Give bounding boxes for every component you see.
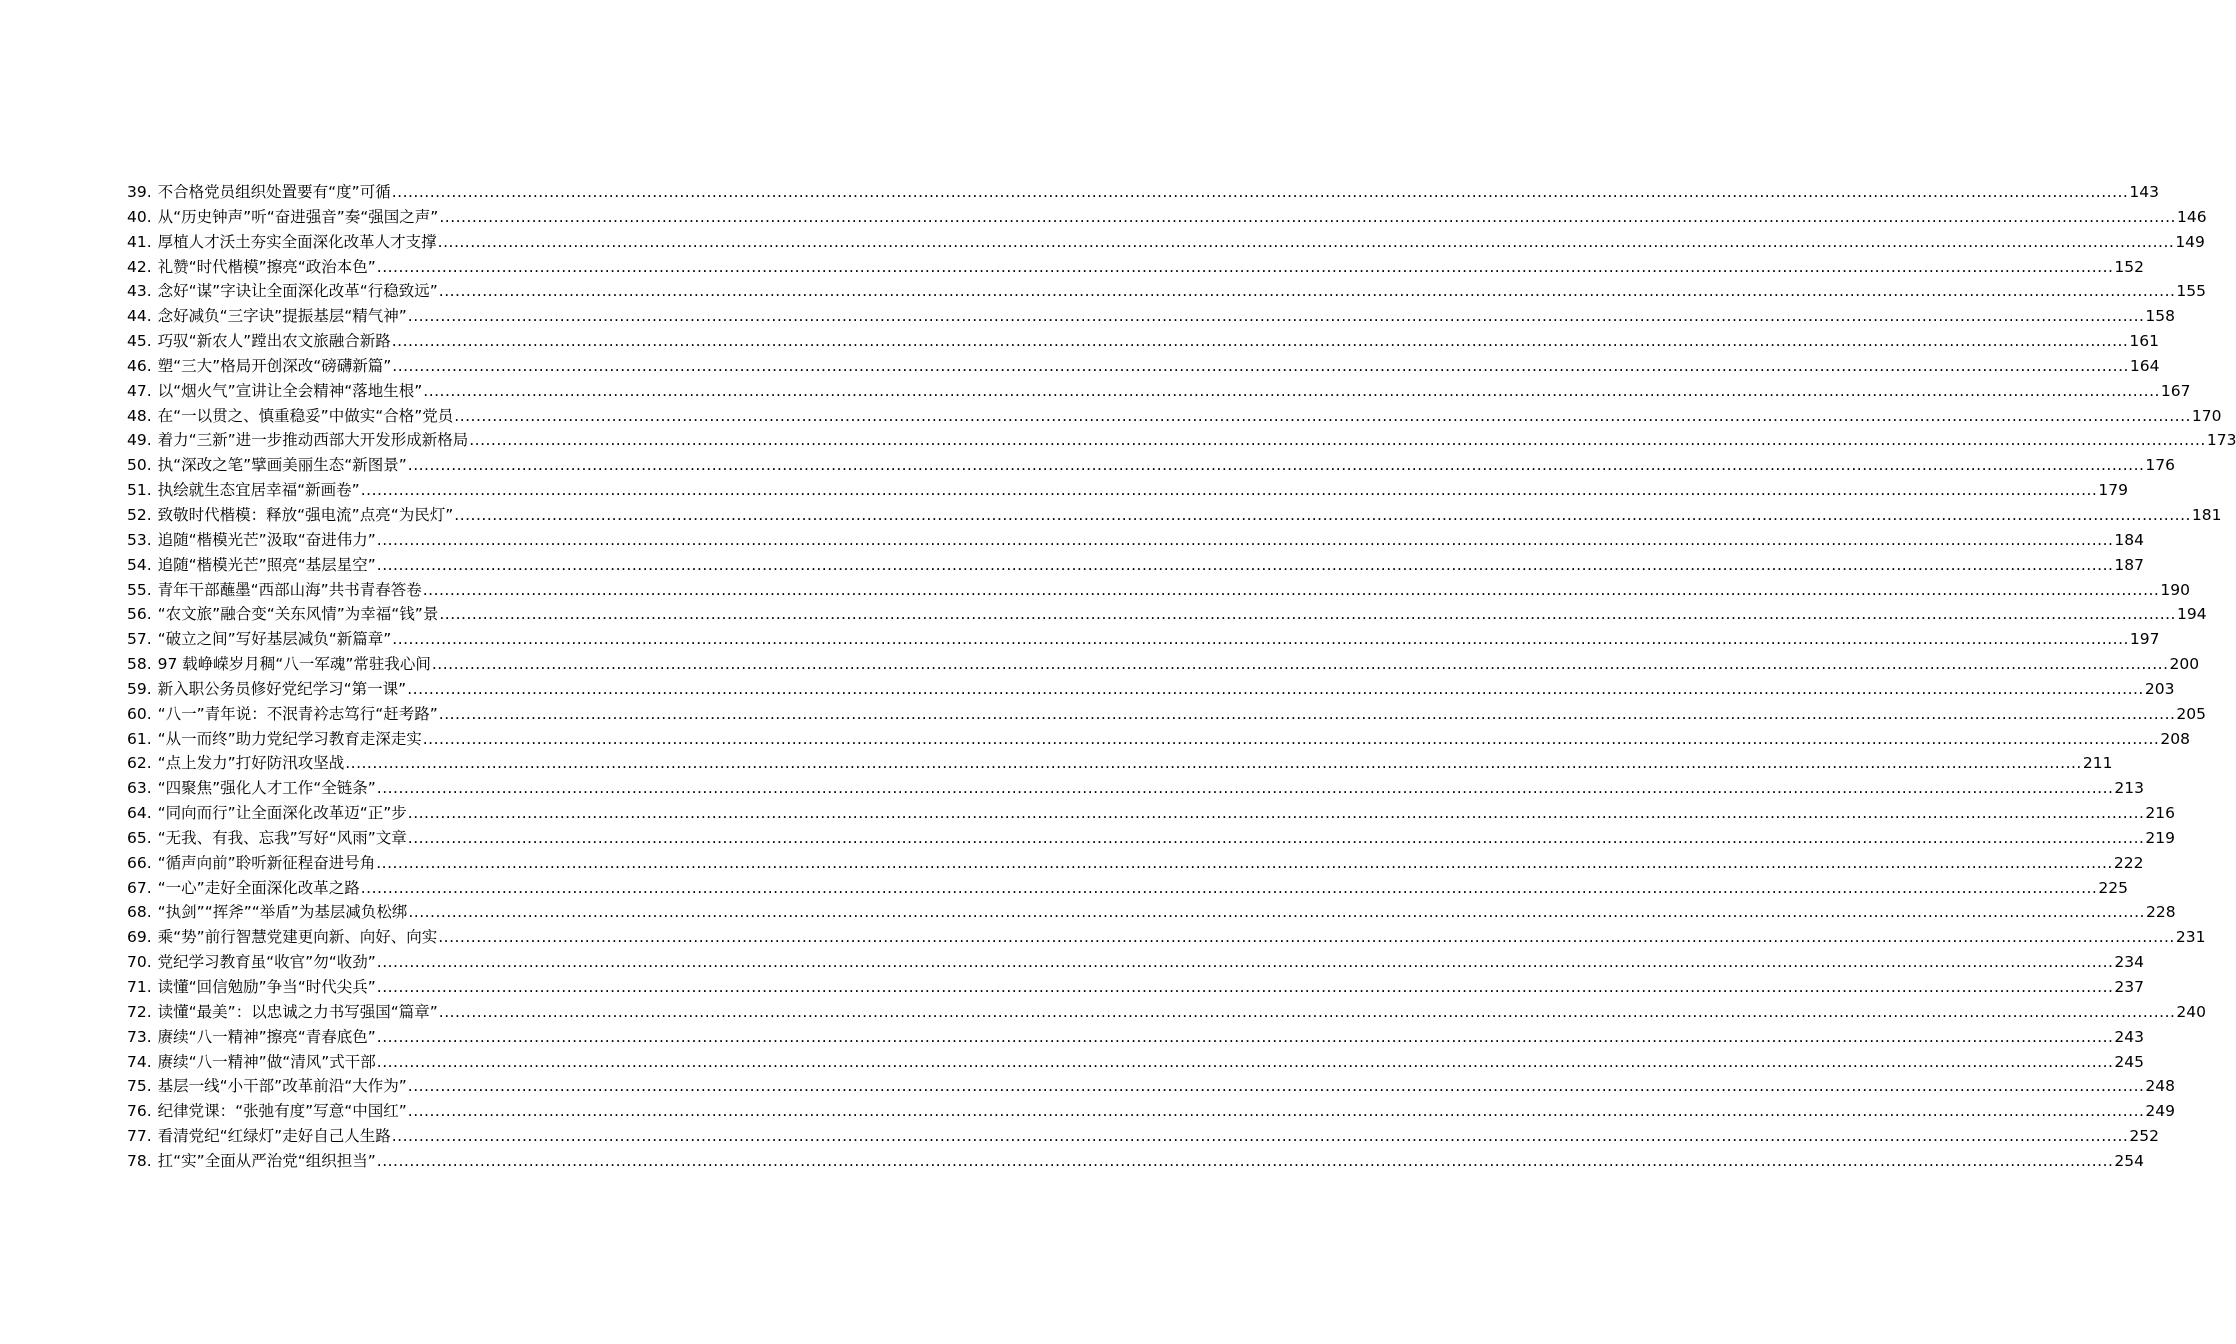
toc-leader-dots [439, 602, 2176, 627]
toc-entry[interactable] [127, 727, 2190, 752]
toc-entry-page: 228 [2145, 903, 2176, 922]
toc-entry-page: 181 [2191, 505, 2222, 524]
toc-entry-page: 248 [2145, 1077, 2176, 1096]
table-of-contents [127, 180, 2236, 1174]
toc-entry[interactable] [127, 801, 2176, 826]
toc-entry-number: 62. [127, 754, 152, 773]
toc-entry[interactable] [127, 751, 2113, 776]
toc-entry[interactable] [127, 925, 2206, 950]
toc-leader-dots [454, 404, 2191, 429]
toc-entry-number: 57. [127, 630, 152, 649]
toc-leader-dots [439, 279, 2176, 304]
toc-entry-number: 59. [127, 679, 152, 698]
toc-leader-dots [392, 180, 2129, 205]
toc-leader-dots [438, 925, 2175, 950]
toc-entry-page: 213 [2114, 779, 2145, 798]
toc-entry-page: 208 [2160, 729, 2190, 748]
toc-entry-page: 187 [2114, 555, 2145, 574]
toc-entry-page: 245 [2114, 1052, 2145, 1071]
toc-entry[interactable] [127, 652, 2200, 677]
toc-entry-title: 念好减负“三字诀”提振基层“精气神” [157, 307, 407, 326]
toc-entry-page: 176 [2145, 456, 2176, 475]
toc-leader-dots [438, 230, 2175, 255]
toc-entry-title: 不合格党员组织处置要有“度”可循 [157, 183, 391, 201]
toc-entry-number: 60. [127, 704, 152, 723]
toc-entry-title: 扛“实”全面从严治党“组织担当” [157, 1151, 376, 1170]
toc-entry[interactable] [127, 1099, 2176, 1124]
toc-entry-number: 73. [127, 1027, 152, 1046]
toc-entry-number: 71. [127, 978, 152, 996]
toc-entry[interactable] [127, 578, 2190, 603]
toc-entry-number: 58. [127, 655, 152, 674]
toc-entry-number: 55. [127, 580, 152, 599]
toc-entry-number: 48. [127, 406, 152, 425]
toc-entry[interactable] [127, 180, 2159, 205]
toc-entry-title: 党纪学习教育虽“收官”勿“收劲” [157, 953, 376, 972]
toc-entry-page: 164 [2129, 356, 2160, 375]
toc-entry-title: “四聚焦”强化人才工作“全链条” [157, 779, 376, 798]
toc-leader-dots [408, 453, 2145, 478]
toc-entry-page: 194 [2176, 605, 2207, 624]
toc-entry-title: 新入职公务员修好党纪学习“第一课” [157, 679, 407, 698]
toc-entry-number: 61. [127, 729, 152, 748]
toc-entry-number: 41. [127, 232, 152, 251]
toc-entry-page: 190 [2160, 580, 2190, 599]
toc-leader-dots [408, 900, 2145, 925]
toc-entry-number: 45. [127, 332, 152, 351]
toc-entry[interactable] [127, 602, 2207, 627]
toc-entry-page: 240 [2176, 1002, 2207, 1021]
toc-leader-dots [408, 304, 2145, 329]
toc-entry-title: 读懂“回信勉励”争当“时代尖兵” [157, 978, 376, 996]
toc-entry-title: “一心”走好全面深化改革之路 [157, 878, 360, 897]
toc-entry-title: “点上发力”打好防汛攻坚战 [157, 754, 345, 773]
toc-entry-title: 执“深改之笔”擘画美丽生态“新图景” [157, 456, 407, 475]
toc-entry-page: 197 [2129, 630, 2160, 649]
toc-entry-number: 67. [127, 878, 152, 897]
toc-entry[interactable] [127, 776, 2145, 801]
toc-entry-title: “八一”青年说：不泯青衿志笃行“赶考路” [157, 704, 438, 723]
toc-entry-title: “循声向前”聆听新征程奋进号角 [157, 853, 376, 872]
toc-leader-dots [392, 329, 2129, 354]
toc-leader-dots [439, 1000, 2176, 1025]
toc-entry-title: 纪律党课：“张弛有度”写意“中国红” [157, 1102, 407, 1121]
toc-entry[interactable] [127, 975, 2145, 1000]
toc-entry-title: 执绘就生态宜居幸福“新画卷” [157, 481, 360, 500]
toc-entry[interactable] [127, 230, 2205, 255]
toc-leader-dots [377, 255, 2114, 280]
toc-leader-dots [377, 1050, 2114, 1075]
toc-entry-title: “同向而行”让全面深化改革迈“正”步 [157, 804, 407, 823]
toc-entry-page: 252 [2129, 1127, 2159, 1146]
toc-entry-number: 50. [127, 456, 152, 475]
toc-entry-number: 40. [127, 207, 152, 226]
toc-entry-title: 在“一以贯之、慎重稳妥”中做实“合格”党员 [157, 406, 454, 425]
toc-entry[interactable] [127, 1074, 2176, 1099]
toc-entry[interactable] [127, 329, 2159, 354]
toc-entry[interactable] [127, 404, 2222, 429]
toc-entry-title: 以“烟火气”宣讲让全会精神“落地生根” [157, 381, 423, 400]
toc-leader-dots [345, 751, 2082, 776]
toc-leader-dots [377, 776, 2114, 801]
toc-entry[interactable] [127, 627, 2160, 652]
toc-entry-title: “从一而终”助力党纪学习教育走深走实 [157, 729, 422, 748]
toc-entry-page: 184 [2114, 530, 2145, 549]
toc-entry-number: 66. [127, 853, 152, 872]
toc-entry-title: 着力“三新”进一步推动西部大开发形成新格局 [157, 431, 469, 450]
toc-entry-page: 219 [2145, 828, 2176, 847]
toc-leader-dots [469, 428, 2206, 453]
toc-entry-page: 225 [2098, 878, 2128, 897]
toc-entry-title: 青年干部蘸墨“西部山海”共书青春答卷 [157, 580, 422, 599]
toc-entry-title: 礼赞“时代楷模”擦亮“政治本色” [157, 257, 376, 276]
toc-entry[interactable] [127, 1124, 2159, 1149]
toc-leader-dots [407, 677, 2144, 702]
toc-entry-page: 254 [2114, 1151, 2145, 1170]
toc-entry-number: 39. [127, 183, 152, 201]
toc-entry-page: 146 [2176, 207, 2207, 226]
toc-entry-page: 158 [2145, 307, 2176, 326]
toc-entry-number: 64. [127, 804, 152, 823]
toc-entry-page: 170 [2191, 406, 2222, 425]
toc-entry-number: 49. [127, 431, 152, 450]
toc-leader-dots [454, 503, 2191, 528]
toc-entry[interactable] [127, 876, 2128, 901]
toc-entry-title: 乘“势”前行智慧党建更向新、向好、向实 [157, 928, 438, 947]
toc-entry[interactable] [127, 950, 2145, 975]
toc-entry[interactable] [127, 379, 2191, 404]
toc-entry[interactable] [127, 900, 2176, 925]
toc-entry-title: 塑“三大”格局开创深改“磅礴新篇” [157, 356, 392, 375]
toc-entry-number: 76. [127, 1102, 152, 1121]
toc-entry-title: “农文旅”融合变“关东风情”为幸福“钱”景 [157, 605, 439, 624]
toc-entry-number: 54. [127, 555, 152, 574]
toc-leader-dots [408, 826, 2145, 851]
toc-entry-page: 205 [2176, 704, 2207, 723]
toc-entry-title: 97 载峥嵘岁月稠“八一军魂”常驻我心间 [157, 655, 431, 674]
toc-leader-dots [377, 950, 2114, 975]
toc-entry[interactable] [127, 826, 2176, 851]
toc-leader-dots [432, 652, 2169, 677]
toc-leader-dots [377, 553, 2114, 578]
toc-entry-title: “无我、有我、忘我”写好“风雨”文章 [157, 828, 407, 847]
toc-entry-page: 167 [2160, 381, 2191, 400]
toc-entry-title: 从“历史钟声”听“奋进强音”奏“强国之声” [157, 207, 439, 226]
toc-entry-number: 75. [127, 1077, 152, 1096]
toc-entry-number: 72. [127, 1002, 152, 1021]
toc-entry-title: 读懂“最美”：以忠诚之力书写强国“篇章” [157, 1002, 438, 1021]
toc-entry-number: 52. [127, 505, 152, 524]
toc-entry[interactable] [127, 553, 2145, 578]
toc-entry-page: 152 [2114, 257, 2145, 276]
toc-leader-dots [423, 379, 2160, 404]
toc-entry[interactable] [127, 677, 2175, 702]
toc-leader-dots [376, 851, 2113, 876]
toc-entry[interactable] [127, 354, 2160, 379]
toc-entry[interactable] [127, 851, 2144, 876]
toc-entry-title: 基层一线“小干部”改革前沿“大作为” [157, 1077, 407, 1096]
toc-entry-page: 200 [2169, 655, 2200, 674]
toc-entry-title: 赓续“八一精神”擦亮“青春底色” [157, 1027, 376, 1046]
toc-entry[interactable] [127, 205, 2207, 230]
toc-leader-dots [392, 627, 2129, 652]
toc-entry[interactable] [127, 453, 2176, 478]
toc-leader-dots [377, 1149, 2114, 1174]
toc-entry-number: 70. [127, 953, 152, 972]
toc-leader-dots [377, 528, 2114, 553]
toc-entry-number: 65. [127, 828, 152, 847]
toc-leader-dots [423, 727, 2160, 752]
toc-entry-title: 追随“楷模光芒”汲取“奋进伟力” [157, 530, 376, 549]
toc-entry-number: 42. [127, 257, 152, 276]
toc-entry[interactable] [127, 503, 2222, 528]
toc-entry-number: 43. [127, 282, 152, 301]
toc-entry-page: 179 [2098, 481, 2128, 500]
toc-entry-number: 68. [127, 903, 152, 922]
toc-entry[interactable] [127, 255, 2145, 280]
toc-entry-title: 追随“楷模光芒”照亮“基层星空” [157, 555, 376, 574]
toc-leader-dots [439, 702, 2176, 727]
toc-entry[interactable] [127, 428, 2236, 453]
toc-leader-dots [361, 478, 2098, 503]
toc-leader-dots [423, 578, 2160, 603]
toc-leader-dots [408, 1099, 2145, 1124]
toc-entry-page: 249 [2145, 1102, 2176, 1121]
toc-entry[interactable] [127, 1149, 2145, 1174]
toc-entry-page: 203 [2144, 679, 2175, 698]
toc-entry-page: 161 [2129, 332, 2159, 351]
toc-entry[interactable] [127, 1025, 2145, 1050]
toc-leader-dots [377, 1025, 2114, 1050]
toc-entry-number: 44. [127, 307, 152, 326]
toc-entry-page: 237 [2114, 978, 2145, 996]
toc-entry-page: 231 [2175, 928, 2206, 947]
toc-leader-dots [392, 1124, 2129, 1149]
toc-entry-number: 74. [127, 1052, 152, 1071]
toc-entry-number: 46. [127, 356, 152, 375]
toc-entry[interactable] [127, 1050, 2145, 1075]
toc-entry[interactable] [127, 279, 2207, 304]
toc-entry-title: “执剑”“挥斧”“举盾”为基层减负松绑 [157, 903, 408, 922]
toc-leader-dots [361, 876, 2098, 901]
toc-entry-page: 234 [2114, 953, 2145, 972]
toc-entry-title: “破立之间”写好基层减负“新篇章” [157, 630, 392, 649]
toc-entry-title: 念好“谋”字诀让全面深化改革“行稳致远” [157, 282, 438, 301]
toc-entry-title: 巧驭“新农人”蹚出农文旅融合新路 [157, 332, 391, 351]
toc-leader-dots [377, 975, 2114, 1000]
toc-entry[interactable] [127, 528, 2145, 553]
toc-entry-page: 143 [2129, 183, 2159, 201]
toc-entry-page: 173 [2206, 431, 2236, 450]
toc-entry-number: 77. [127, 1127, 152, 1146]
toc-entry-number: 78. [127, 1151, 152, 1170]
toc-entry[interactable] [127, 702, 2207, 727]
toc-entry-page: 216 [2145, 804, 2176, 823]
toc-entry[interactable] [127, 478, 2128, 503]
toc-entry-page: 222 [2113, 853, 2144, 872]
toc-entry-title: 看清党纪“红绿灯”走好自己人生路 [157, 1127, 391, 1146]
toc-entry-page: 155 [2176, 282, 2207, 301]
toc-entry-number: 47. [127, 381, 152, 400]
toc-entry-title: 赓续“八一精神”做“清风”式干部 [157, 1052, 376, 1071]
toc-entry-title: 厚植人才沃土夯实全面深化改革人才支撑 [157, 232, 437, 251]
toc-entry-number: 63. [127, 779, 152, 798]
toc-entry-page: 211 [2082, 754, 2113, 773]
toc-leader-dots [408, 1074, 2145, 1099]
toc-leader-dots [392, 354, 2129, 379]
toc-entry-number: 53. [127, 530, 152, 549]
toc-leader-dots [439, 205, 2176, 230]
toc-entry-page: 243 [2114, 1027, 2145, 1046]
toc-entry[interactable] [127, 1000, 2207, 1025]
toc-entry-number: 69. [127, 928, 152, 947]
toc-leader-dots [408, 801, 2145, 826]
toc-entry[interactable] [127, 304, 2176, 329]
toc-entry-number: 56. [127, 605, 152, 624]
toc-entry-title: 致敬时代楷模：释放“强电流”点亮“为民灯” [157, 505, 454, 524]
toc-entry-page: 149 [2175, 232, 2205, 251]
toc-entry-number: 51. [127, 481, 152, 500]
